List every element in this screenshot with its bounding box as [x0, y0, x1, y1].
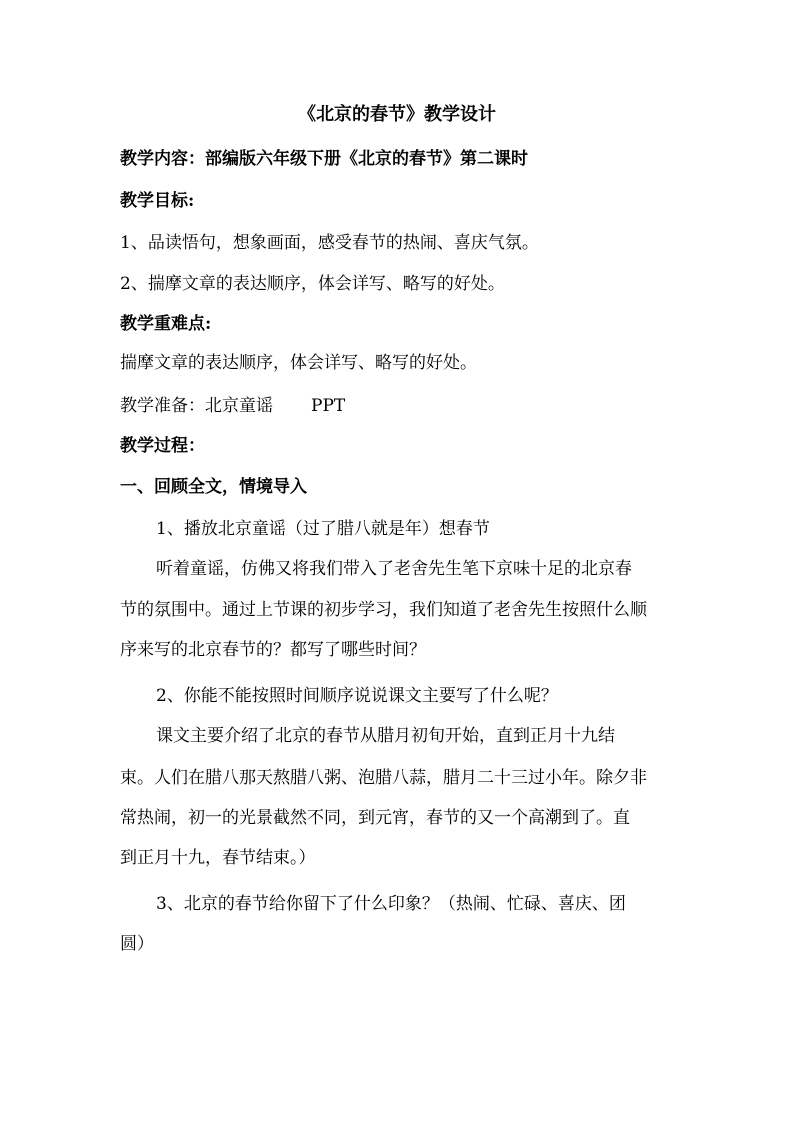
paragraph-line: 常热闹，初一的光景截然不同，到元宵，春节的又一个高潮到了。直: [120, 808, 630, 828]
content-line: 教学内容：部编版六年级下册《北京的春节》第二课时: [120, 149, 528, 169]
step-3-continuation: 圆）: [120, 934, 154, 954]
key-points-text: 揣摩文章的表达顺序，体会详写、略写的好处。: [120, 353, 477, 373]
preparation-label: 教学准备：北京童谣: [120, 396, 273, 416]
goal-item: 2、揣摩文章的表达顺序，体会详写、略写的好处。: [120, 274, 505, 294]
preparation-ppt: PPT: [311, 396, 346, 416]
step-1: 1、播放北京童谣（过了腊八就是年）想春节: [156, 519, 490, 539]
paragraph-line: 听着童谣，仿佛又将我们带入了老舍先生笔下京味十足的北京春: [156, 559, 632, 579]
section-heading: 一、回顾全文，情境导入: [120, 477, 307, 497]
process-heading: 教学过程：: [120, 436, 205, 456]
step-3: 3、北京的春节给你留下了什么印象？（热闹、忙碌、喜庆、团: [156, 894, 626, 914]
paragraph-line: 节的氛围中。通过上节课的初步学习，我们知道了老舍先生按照什么顺: [120, 600, 647, 620]
paragraph-line: 课文主要介绍了北京的春节从腊月初旬开始，直到正月十九结: [156, 726, 615, 746]
step-2: 2、你能不能按照时间顺序说说课文主要写了什么呢？: [156, 686, 558, 706]
goal-item: 1、品读悟句，想象画面，感受春节的热闹、喜庆气氛。: [120, 233, 539, 253]
preparation-line: [120, 394, 680, 418]
key-points-heading: 教学重难点:: [120, 314, 212, 334]
paragraph-line: 束。人们在腊八那天熬腊八粥、泡腊八蒜，腊月二十三过小年。除夕非: [120, 768, 647, 788]
document-title: 《北京的春节》教学设计: [298, 104, 496, 125]
paragraph-line: 到正月十九，春节结束。）: [120, 848, 316, 868]
paragraph-line: 序来写的北京春节的？都写了哪些时间？: [120, 640, 426, 660]
goals-heading: 教学目标:: [120, 191, 195, 211]
